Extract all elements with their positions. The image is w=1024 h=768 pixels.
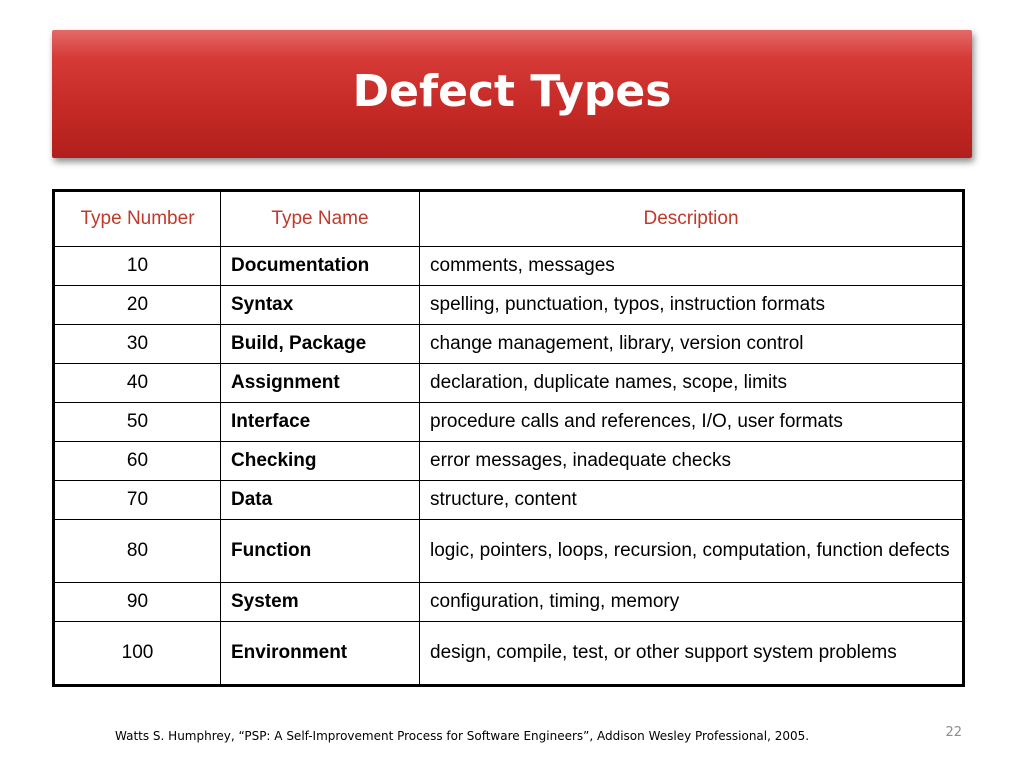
description-cell: logic, pointers, loops, recursion, computation, function defects [420, 520, 964, 583]
description-cell: spelling, punctuation, typos, instruction formats [420, 286, 964, 325]
slide-title: Defect Types [352, 65, 672, 117]
table-row [54, 403, 964, 442]
type-number-cell: 80 [54, 520, 221, 583]
type-number-cell: 20 [54, 286, 221, 325]
type-name-cell: Syntax [221, 286, 420, 325]
header-type-number: Type Number [54, 191, 221, 247]
description-cell: structure, content [420, 481, 964, 520]
description-cell: change management, library, version control [420, 325, 964, 364]
type-number-cell: 60 [54, 442, 221, 481]
type-number-cell: 10 [54, 247, 221, 286]
description-cell: comments, messages [420, 247, 964, 286]
type-name-cell: Documentation [221, 247, 420, 286]
type-number-cell: 50 [54, 403, 221, 442]
description-cell: design, compile, test, or other support system problems [420, 622, 964, 686]
type-name-cell: Checking [221, 442, 420, 481]
table-row [54, 442, 964, 481]
page-number: 22 [945, 725, 962, 740]
type-name-cell: Data [221, 481, 420, 520]
type-number-cell: 100 [54, 622, 221, 686]
type-number-cell: 40 [54, 364, 221, 403]
description-cell: declaration, duplicate names, scope, limits [420, 364, 964, 403]
type-number-cell: 70 [54, 481, 221, 520]
type-number-cell: 90 [54, 583, 221, 622]
table-row [54, 622, 964, 686]
title-banner [52, 30, 972, 158]
table-row [54, 481, 964, 520]
header-type-name: Type Name [221, 191, 420, 247]
type-name-cell: Assignment [221, 364, 420, 403]
table-header-row [54, 191, 964, 247]
table-row [54, 583, 964, 622]
description-cell: configuration, timing, memory [420, 583, 964, 622]
type-name-cell: Build, Package [221, 325, 420, 364]
type-name-cell: Function [221, 520, 420, 583]
table-row [54, 520, 964, 583]
citation-footnote: Watts S. Humphrey, “PSP: A Self-Improvement Process for Software Engineers”, Addison Wesley Professional, 2005. [115, 729, 810, 743]
type-name-cell: Environment [221, 622, 420, 686]
type-name-cell: System [221, 583, 420, 622]
type-number-cell: 30 [54, 325, 221, 364]
description-cell: procedure calls and references, I/O, user formats [420, 403, 964, 442]
description-cell: error messages, inadequate checks [420, 442, 964, 481]
type-name-cell: Interface [221, 403, 420, 442]
table-row [54, 286, 964, 325]
header-description: Description [420, 191, 964, 247]
table-row [54, 247, 964, 286]
defect-types-table [52, 189, 965, 687]
table-row [54, 364, 964, 403]
table-row [54, 325, 964, 364]
